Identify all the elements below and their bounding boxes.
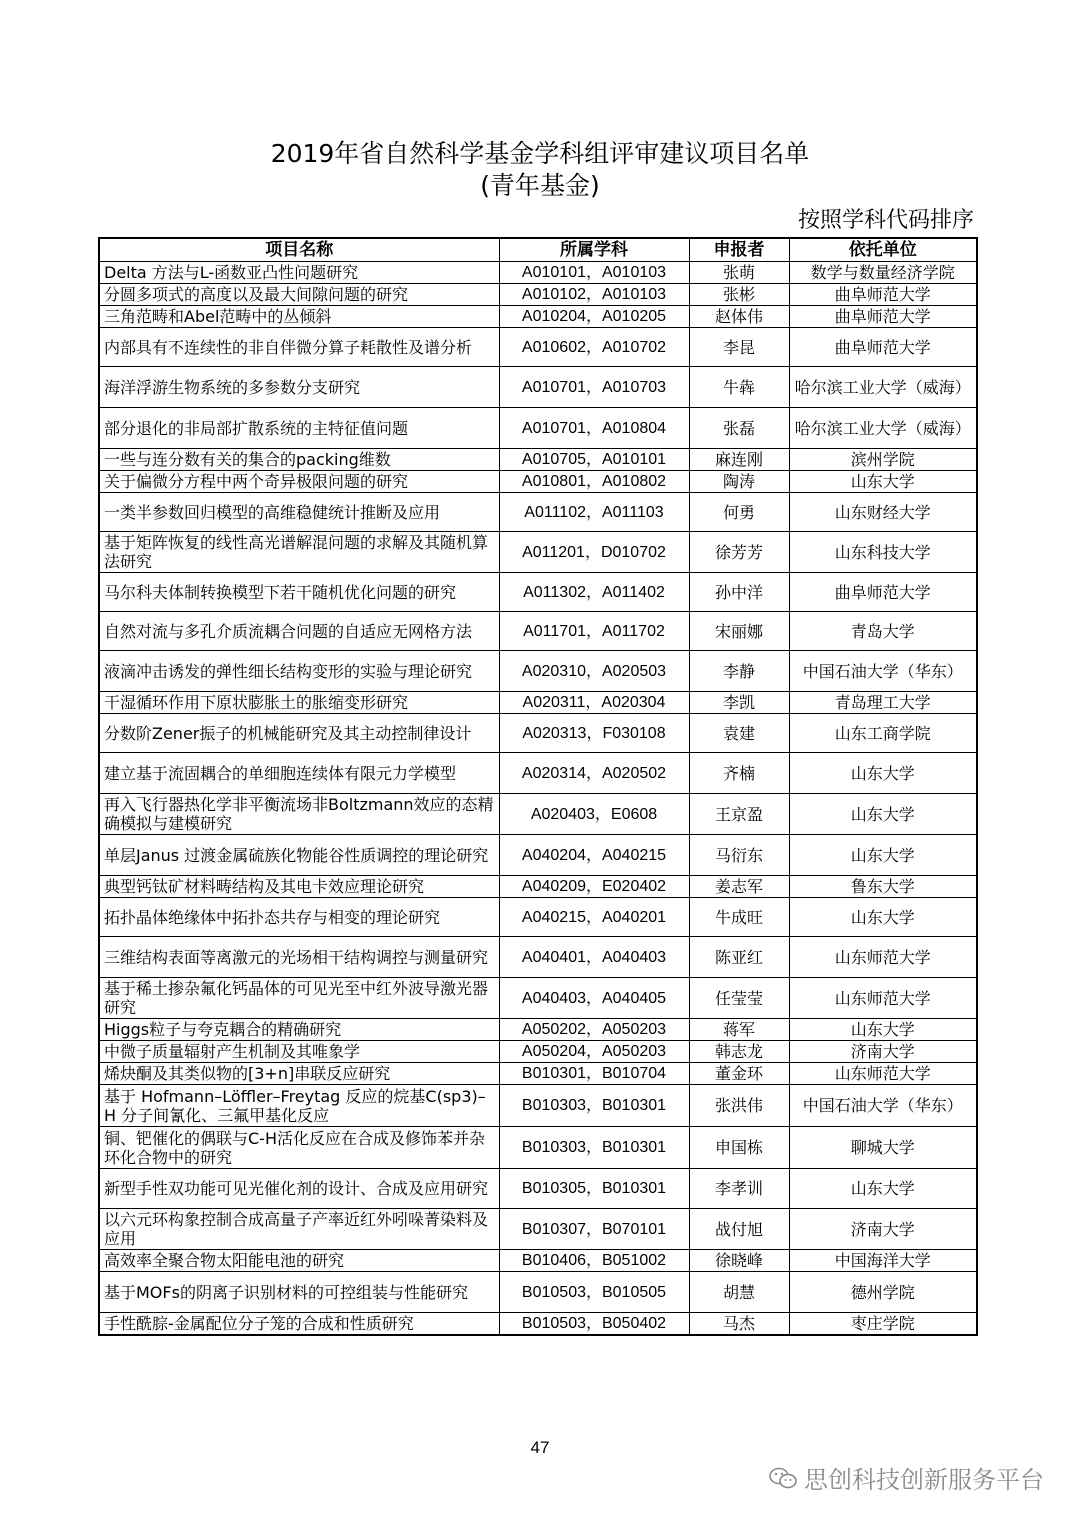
table-row [99,493,977,532]
page-subtitle: (青年基金) [480,171,600,200]
table-row [99,876,977,898]
project-name-cell: 部分退化的非局部扩散系统的主特征值问题 [99,408,499,449]
applicant-cell: 赵体伟 [689,306,789,328]
project-name-cell: 高效率全聚合物太阳能电池的研究 [99,1250,499,1272]
applicant-cell: 张磊 [689,408,789,449]
organization-cell: 山东大学 [789,835,977,876]
table-row [99,284,977,306]
applicant-cell: 马衍东 [689,835,789,876]
table-row [99,262,977,284]
applicant-cell: 牛犇 [689,367,789,408]
table-row [99,532,977,573]
organization-cell: 滨州学院 [789,449,977,471]
organization-cell: 山东师范大学 [789,937,977,978]
table-row [99,328,977,367]
project-name-cell: 以六元环构象控制合成高量子产率近红外吲哚菁染料及应用 [99,1209,499,1250]
table-row [99,1019,977,1041]
applicant-cell: 胡慧 [689,1272,789,1313]
subject-code-cell: A020310，A020503 [499,651,689,692]
applicant-cell: 董金环 [689,1063,789,1085]
subject-code-cell: A010602，A010702 [499,328,689,367]
project-name-cell: 一类半参数回归模型的高维稳健统计推断及应用 [99,493,499,532]
applicant-cell: 姜志军 [689,876,789,898]
applicant-cell: 宋丽娜 [689,612,789,651]
table-row [99,1272,977,1313]
project-name-cell: 关于偏微分方程中两个奇异极限问题的研究 [99,471,499,493]
organization-cell: 枣庄学院 [789,1313,977,1335]
table-row [99,1313,977,1335]
page-number: 47 [530,1438,550,1457]
subject-code-cell: A040215，A040201 [499,898,689,937]
organization-cell: 曲阜师范大学 [789,328,977,367]
subject-code-cell: A040204，A040215 [499,835,689,876]
organization-cell: 山东大学 [789,1019,977,1041]
organization-cell: 曲阜师范大学 [789,306,977,328]
applicant-cell: 陶涛 [689,471,789,493]
project-name-cell: 建立基于流固耦合的单细胞连续体有限元力学模型 [99,753,499,794]
applicant-cell: 袁建 [689,714,789,753]
project-name-cell: 海洋浮游生物系统的多参数分支研究 [99,367,499,408]
project-name-cell: 自然对流与多孔介质流耦合问题的自适应无网格方法 [99,612,499,651]
header-applicant: 申报者 [689,238,789,262]
subject-code-cell: A010801，A010802 [499,471,689,493]
subject-code-cell: A010701，A010804 [499,408,689,449]
project-name-cell: 分圆多项式的高度以及最大间隙问题的研究 [99,284,499,306]
wechat-icon [768,1466,798,1490]
table-row [99,714,977,753]
applicant-cell: 牛成旺 [689,898,789,937]
organization-cell: 中国石油大学（华东） [789,1085,977,1127]
table-row [99,794,977,835]
organization-cell: 济南大学 [789,1041,977,1063]
subject-code-cell: B010305，B010301 [499,1169,689,1209]
applicant-cell: 战付旭 [689,1209,789,1250]
project-name-cell: Higgs粒子与夸克耦合的精确研究 [99,1019,499,1041]
header-subject: 所属学科 [499,238,689,262]
organization-cell: 青岛大学 [789,612,977,651]
organization-cell: 青岛理工大学 [789,692,977,714]
table-row [99,835,977,876]
table-row [99,408,977,449]
subject-code-cell: A011201，D010702 [499,532,689,573]
organization-cell: 山东工商学院 [789,714,977,753]
applicant-cell: 何勇 [689,493,789,532]
table-row [99,692,977,714]
subject-code-cell: A011302，A011402 [499,573,689,612]
table-row [99,937,977,978]
organization-cell: 曲阜师范大学 [789,284,977,306]
subject-code-cell: A020313，F030108 [499,714,689,753]
table-row [99,978,977,1019]
table-row [99,367,977,408]
project-name-cell: 铜、钯催化的偶联与C-H活化反应在合成及修饰苯并杂环化合物中的研究 [99,1127,499,1169]
project-name-cell: Delta 方法与L-函数亚凸性问题研究 [99,262,499,284]
project-name-cell: 典型钙钛矿材料畴结构及其电卡效应理论研究 [99,876,499,898]
applicant-cell: 齐楠 [689,753,789,794]
subject-code-cell: A050204，A050203 [499,1041,689,1063]
project-name-cell: 基于 Hofmann–Löffler–Freytag 反应的烷基C(sp3)–H 分子间氰化、三氟甲基化反应 [99,1085,499,1127]
project-name-cell: 基于稀土掺杂氟化钙晶体的可见光至中红外波导激光器研究 [99,978,499,1019]
applicant-cell: 徐晓峰 [689,1250,789,1272]
organization-cell: 山东大学 [789,794,977,835]
applicant-cell: 任莹莹 [689,978,789,1019]
applicant-cell: 王京盈 [689,794,789,835]
sort-note: 按照学科代码排序 [797,208,974,233]
project-name-cell: 液滴冲击诱发的弹性细长结构变形的实验与理论研究 [99,651,499,692]
subject-code-cell: A010102，A010103 [499,284,689,306]
project-name-cell: 一些与连分数有关的集合的packing维数 [99,449,499,471]
project-name-cell: 马尔科夫体制转换模型下若干随机优化问题的研究 [99,573,499,612]
table-row [99,1041,977,1063]
applicant-cell: 李昆 [689,328,789,367]
subject-code-cell: A010204，A010205 [499,306,689,328]
organization-cell: 山东师范大学 [789,978,977,1019]
organization-cell: 山东大学 [789,898,977,937]
project-name-cell: 中微子质量辐射产生机制及其唯象学 [99,1041,499,1063]
project-name-cell: 基于矩阵恢复的线性高光谱解混问题的求解及其随机算法研究 [99,532,499,573]
project-name-cell: 内部具有不连续性的非自伴微分算子耗散性及谱分析 [99,328,499,367]
project-name-cell: 再入飞行器热化学非平衡流场非Boltzmann效应的态精确模拟与建模研究 [99,794,499,835]
table-row [99,651,977,692]
table-header-row [99,238,977,262]
organization-cell: 济南大学 [789,1209,977,1250]
subject-code-cell: A020311，A020304 [499,692,689,714]
project-name-cell: 三维结构表面等离激元的光场相干结构调控与测量研究 [99,937,499,978]
applicant-cell: 陈亚红 [689,937,789,978]
subject-code-cell: B010307，B070101 [499,1209,689,1250]
table-row [99,471,977,493]
organization-cell: 中国石油大学（华东） [789,651,977,692]
subject-code-cell: A010101，A010103 [499,262,689,284]
table-row [99,898,977,937]
subject-code-cell: A040403，A040405 [499,978,689,1019]
subject-code-cell: B010303，B010301 [499,1127,689,1169]
subject-code-cell: A010705，A010101 [499,449,689,471]
watermark [768,1460,1044,1495]
applicant-cell: 韩志龙 [689,1041,789,1063]
organization-cell: 中国海洋大学 [789,1250,977,1272]
applicant-cell: 蒋军 [689,1019,789,1041]
table-row [99,1063,977,1085]
project-name-cell: 单层Janus 过渡金属硫族化物能谷性质调控的理论研究 [99,835,499,876]
organization-cell: 聊城大学 [789,1127,977,1169]
organization-cell: 山东科技大学 [789,532,977,573]
project-name-cell: 基于MOFs的阴离子识别材料的可控组装与性能研究 [99,1272,499,1313]
project-name-cell: 手性酰腙-金属配位分子笼的合成和性质研究 [99,1313,499,1335]
applicant-cell: 张彬 [689,284,789,306]
organization-cell: 山东大学 [789,1169,977,1209]
applicant-cell: 申国栋 [689,1127,789,1169]
watermark-text: 思创科技创新服务平台 [804,1466,1044,1494]
organization-cell: 德州学院 [789,1272,977,1313]
organization-cell: 哈尔滨工业大学（威海） [789,367,977,408]
organization-cell: 曲阜师范大学 [789,573,977,612]
subject-code-cell: A011701，A011702 [499,612,689,651]
subject-code-cell: B010303，B010301 [499,1085,689,1127]
table-row [99,753,977,794]
applicant-cell: 李孝训 [689,1169,789,1209]
subject-code-cell: A050202，A050203 [499,1019,689,1041]
project-name-cell: 拓扑晶体绝缘体中拓扑态共存与相变的理论研究 [99,898,499,937]
table-row [99,1127,977,1169]
subject-code-cell: B010503，B050402 [499,1313,689,1335]
project-table [98,237,978,1336]
subject-code-cell: B010301，B010704 [499,1063,689,1085]
project-name-cell: 干湿循环作用下原状膨胀土的胀缩变形研究 [99,692,499,714]
table-row [99,1085,977,1127]
subject-code-cell: A040209，E020402 [499,876,689,898]
table-row [99,612,977,651]
page-title: 2019年省自然科学基金学科组评审建议项目名单 [270,139,810,168]
project-name-cell: 烯炔酮及其类似物的[3+n]串联反应研究 [99,1063,499,1085]
organization-cell: 山东大学 [789,753,977,794]
applicant-cell: 李静 [689,651,789,692]
organization-cell: 数学与数量经济学院 [789,262,977,284]
project-name-cell: 分数阶Zener振子的机械能研究及其主动控制律设计 [99,714,499,753]
header-project-name: 项目名称 [99,238,499,262]
applicant-cell: 孙中洋 [689,573,789,612]
applicant-cell: 马杰 [689,1313,789,1335]
project-name-cell: 三角范畴和Abel范畴中的丛倾斜 [99,306,499,328]
subject-code-cell: A040401，A040403 [499,937,689,978]
organization-cell: 山东财经大学 [789,493,977,532]
applicant-cell: 张萌 [689,262,789,284]
organization-cell: 山东师范大学 [789,1063,977,1085]
applicant-cell: 李凯 [689,692,789,714]
table-row [99,1209,977,1250]
project-name-cell: 新型手性双功能可见光催化剂的设计、合成及应用研究 [99,1169,499,1209]
subject-code-cell: A020403，E0608 [499,794,689,835]
table-row [99,449,977,471]
header-organization: 依托单位 [789,238,977,262]
table-row [99,1250,977,1272]
table-row [99,573,977,612]
subject-code-cell: A020314，A020502 [499,753,689,794]
subject-code-cell: A010701，A010703 [499,367,689,408]
applicant-cell: 张洪伟 [689,1085,789,1127]
subject-code-cell: B010503，B010505 [499,1272,689,1313]
organization-cell: 山东大学 [789,471,977,493]
table-row [99,306,977,328]
applicant-cell: 徐芳芳 [689,532,789,573]
table-row [99,1169,977,1209]
subject-code-cell: A011102，A011103 [499,493,689,532]
organization-cell: 鲁东大学 [789,876,977,898]
subject-code-cell: B010406，B051002 [499,1250,689,1272]
organization-cell: 哈尔滨工业大学（威海） [789,408,977,449]
applicant-cell: 麻连刚 [689,449,789,471]
